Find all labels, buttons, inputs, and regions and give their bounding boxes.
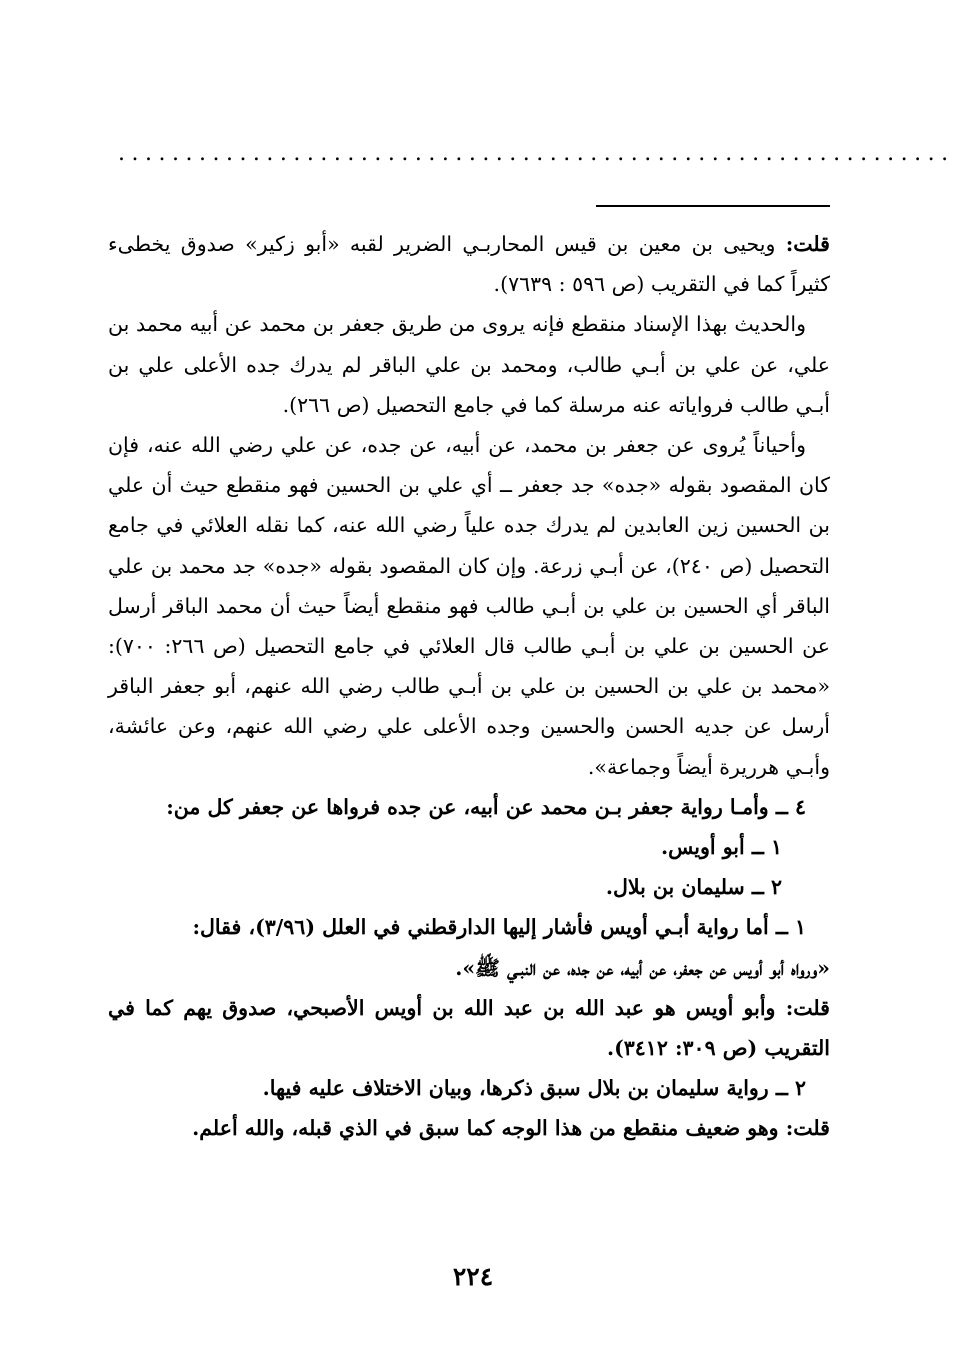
paragraph-qult-3 xyxy=(108,1108,830,1148)
page-number: ٢٢٤ xyxy=(452,1262,494,1291)
dotted-separator: .............................................................. xyxy=(118,141,955,166)
paragraph-text: وأبو أويس هو عبد الله بن عبد الله بن أويس الأصبحي، صدوق يهم كما في التقريب (ص ٣٠٩: ٣٤١٢). xyxy=(108,995,830,1061)
qult-label: قلت: xyxy=(785,232,830,256)
section-4-heading: ٤ ــ وأمـا رواية جعفر بـن محمد عن أبيه، عن جده فرواها عن جعفر كل من: xyxy=(166,794,806,819)
paragraph-text: ويحيى بن معين بن قيس المحاربـي الضرير لقبه «أبو زكير» صدوق يخطىء كثيراً كما في التقريب (ص ٥٩٦ : ٧٦٣٩). xyxy=(108,232,830,297)
page-body xyxy=(108,224,830,1149)
paragraph-text: وهو ضعيف منقطع من هذا الوجه كما سبق في الذي قبله، والله أعلم. xyxy=(192,1116,786,1141)
paragraph-ahyanan: وأحياناً يُروى عن جعفر بن محمد، عن أبيه، عن جده، عن علي رضي الله عنه، فإن كان المقصود بقوله «جده» جد جعفر ــ أي علي بن الحسين فهو منقطع حيث أن علي بن الحسين زين العابدين لم يدرك جده علياً رضي الله عنه، كما نقله العلائي في جامع التحصيل (ص ٢٤٠)، عن أبـي زرعة. وإن كان المقصود بقوله «جده» جد محمد بن علي الباقر أي الحسين بن علي بن أبـي طالب فهو منقطع أيضاً حيث أن محمد الباقر أرسل عن الحسين بن علي بن أبـي طالب قال العلائي في جامع التحصيل (ص ٢٦٦: ٧٠٠): «محمد بن علي بن الحسين بن علي بن أبـي طالب رضي الله عنهم، أبو جعفر الباقر أرسل عن جديه الحسن والحسين وجده الأعلى علي رضي الله عنهم، وعن عائشة، وأبـي هرريرة أيضاً وجماعة». xyxy=(108,433,830,779)
riwaya-abu-uways: ١ ــ أما رواية أبـي أويس فأشار إليها الدارقطني في العلل (٣/٩٦)، فقال: xyxy=(192,915,806,940)
daraqutni-quote: «ورواه أبو أويس عن جعفر، عن أبيه، عن جده، عن النبـي ﷺ». xyxy=(455,955,830,980)
qult-label: قلت: xyxy=(785,995,830,1020)
paragraph-qult-2 xyxy=(108,988,830,1068)
list-item: ١ ــ أبو أويس. xyxy=(660,835,782,860)
list-item: ٢ ــ سليمان بن بلال. xyxy=(605,875,782,900)
paragraph-isnad: والحديث بهذا الإسناد منقطع فإنه يروى من طريق جعفر بن محمد عن أبيه محمد بن علي، عن علي بن أبـي طالب، ومحمد بن علي الباقر لم يدرك جده الأعلى علي بن أبـي طالب فرواياته عنه مرسلة كما في جامع التحصيل (ص ٢٦٦). xyxy=(108,312,830,417)
riwaya-sulayman: ٢ ــ رواية سليمان بن بلال سبق ذكرها، وبيان الاختلاف عليه فيها. xyxy=(262,1076,806,1101)
paragraph-qult-1 xyxy=(108,224,830,304)
footnote-rule xyxy=(596,205,830,207)
qult-label: قلت: xyxy=(785,1116,830,1141)
